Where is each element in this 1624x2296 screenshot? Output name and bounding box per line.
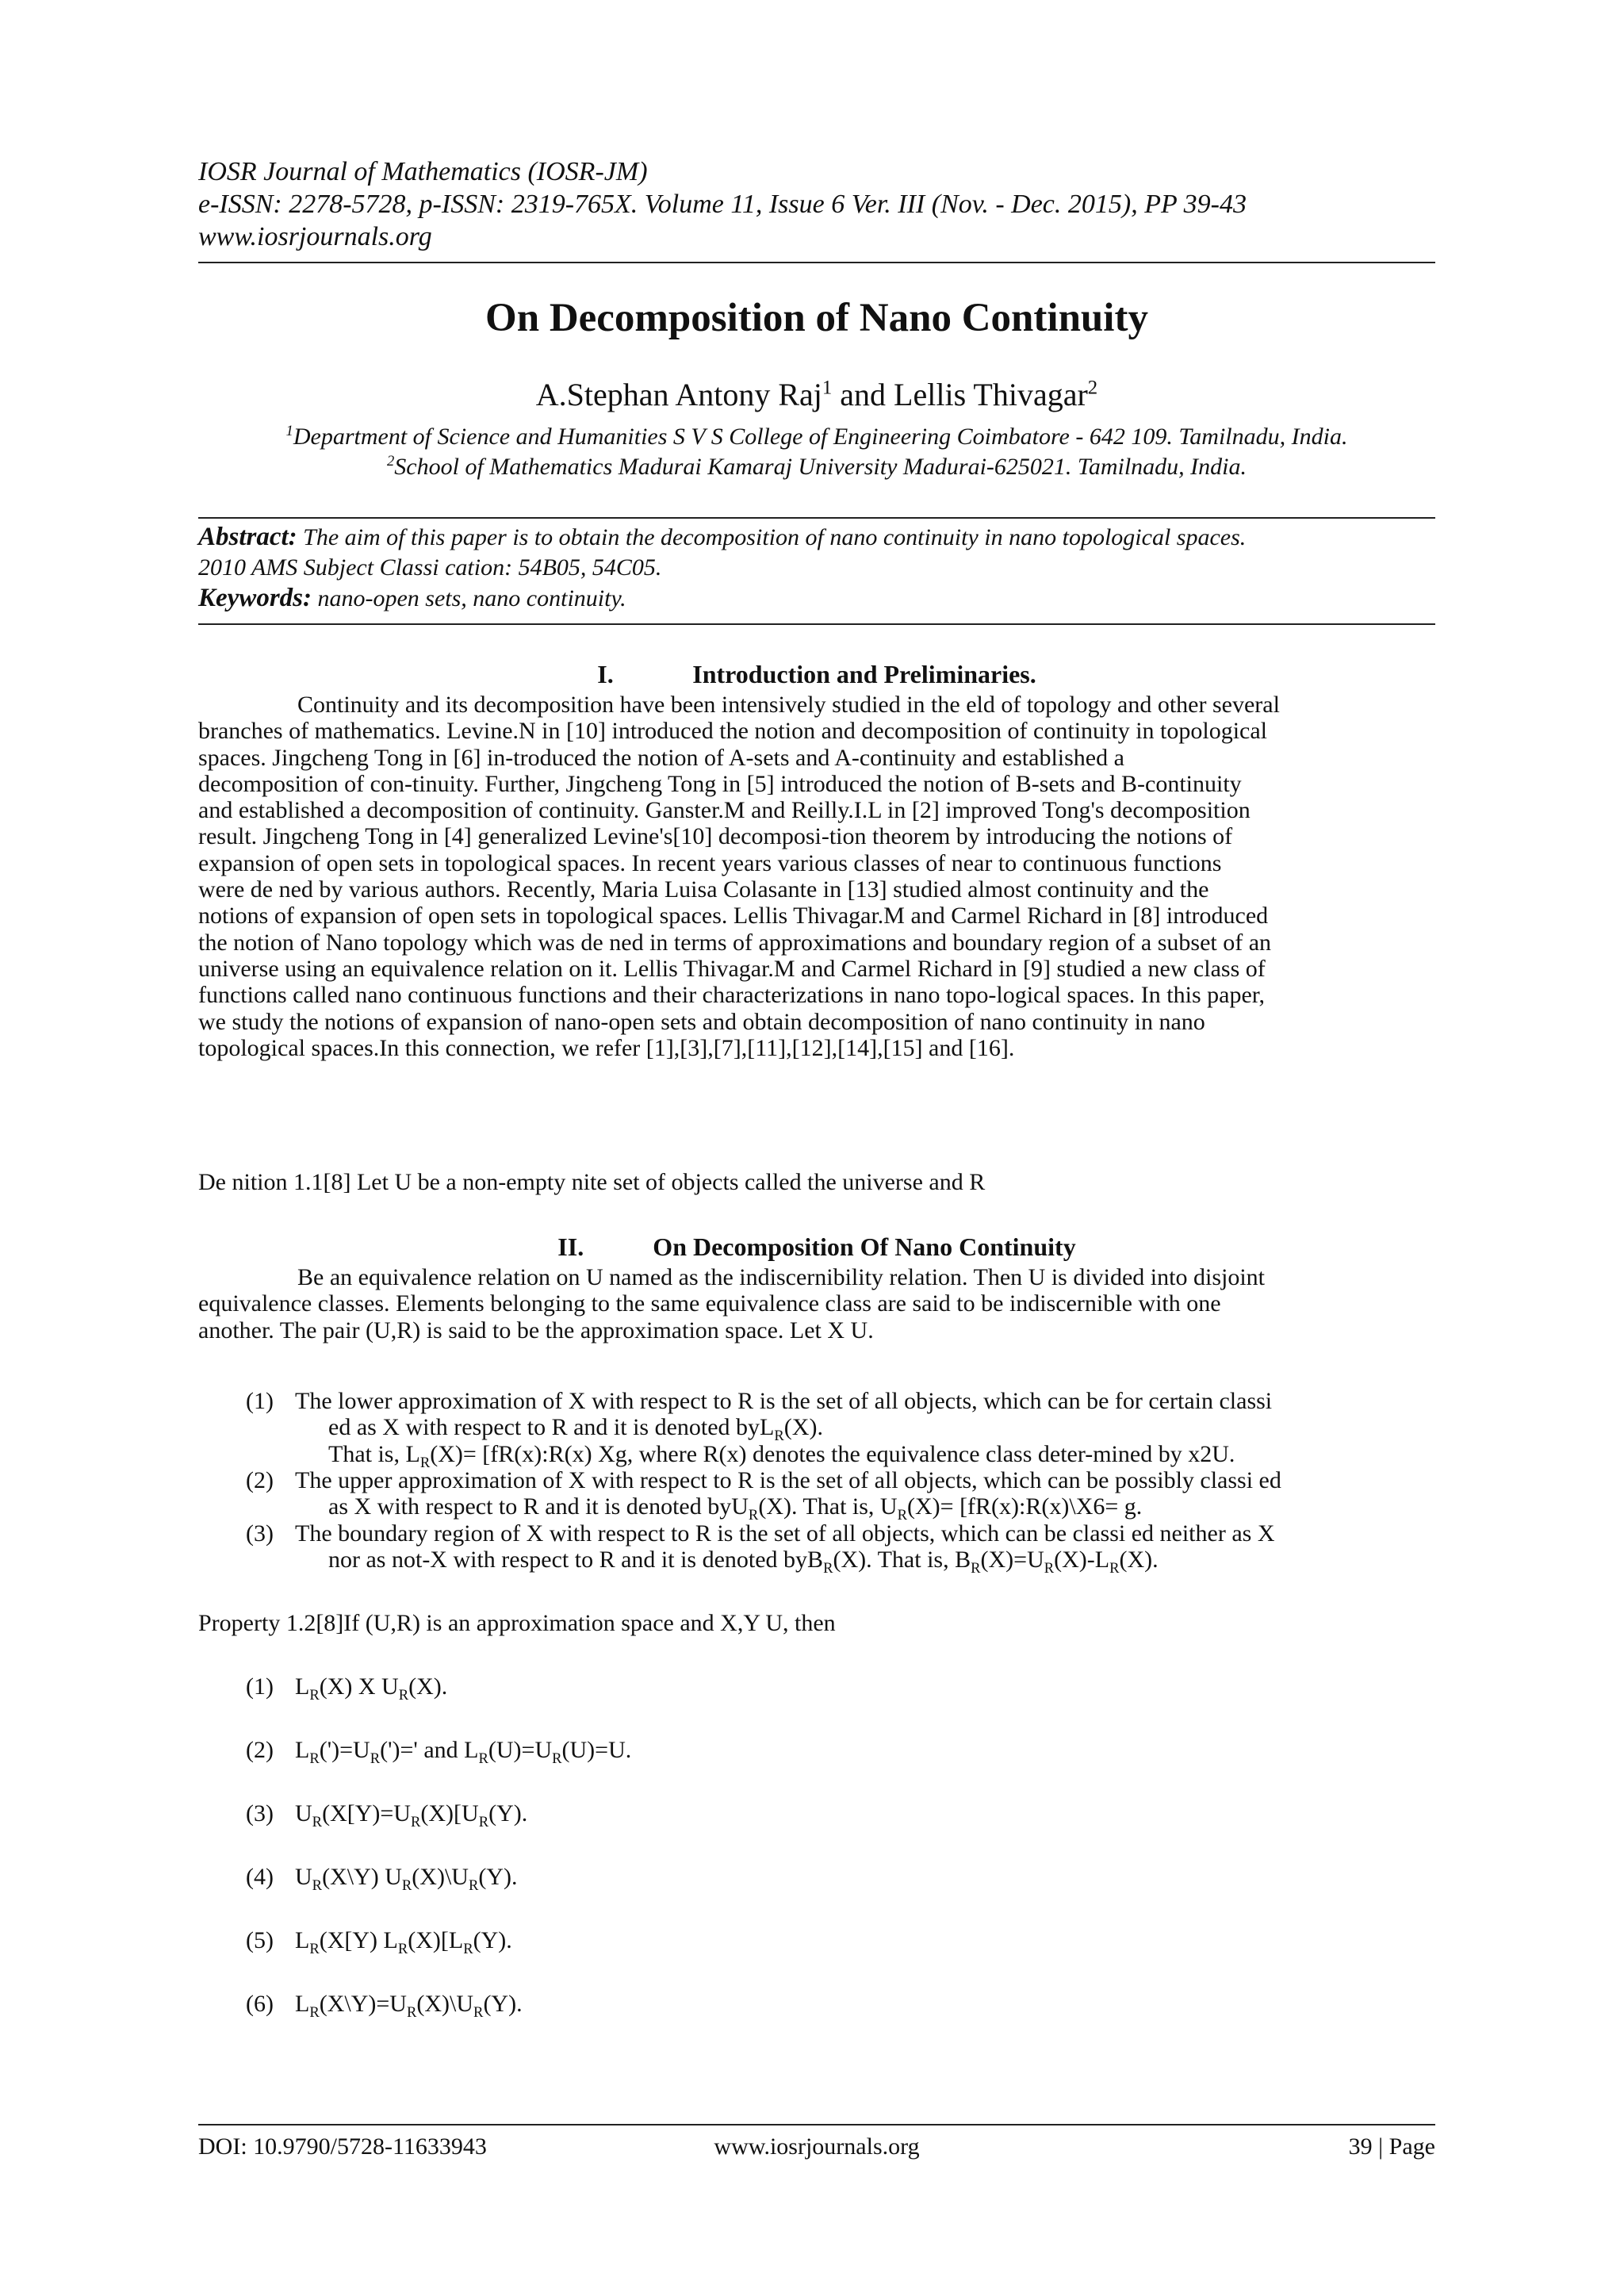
lower-approximation-item: (1) The lower approximation of X with respect to R is the set of all objects, which can be for certain classi ed as X with respect to R and it is denoted byL$_R$(X). That is, $L_R(X)=$ [fR(x):R(x) Xg, where R(x) denotes the equivalence class deter-mined by x2U. [246, 1388, 1273, 1471]
author-1-affiliation-mark: 1 [822, 377, 833, 399]
abstract: Abstract: The aim of this paper is to obtain the decomposition of nano continuity in nano topological spaces. [198, 523, 1247, 551]
affiliation-2: $^2$School of Mathematics Madurai Kamaraj University Madurai-625021. Tamilnadu, India. [387, 453, 1247, 480]
property-item-2: (2) $L_R(')=U_R(')='$ and $L_R(U)=U_R(U)=U$. [246, 1737, 632, 1767]
property-item-3: (3) $U_R(X[Y)=U_R(X)[U_R(Y)$. [246, 1800, 528, 1830]
journal-name: IOSR Journal of Mathematics (IOSR-JM) [198, 157, 648, 186]
affiliation-1: $^1$Department of Science and Humanities S V S College of Engineering Coimbatore - 642 109. Tamilnadu, India. [285, 423, 1348, 450]
footer-page-number: 39 | Page [1348, 2133, 1435, 2160]
section-2-number: II. [557, 1232, 584, 1261]
journal-site: www.iosrjournals.org [198, 222, 432, 251]
footer-doi: DOI: 10.9790/5728-11633943 [198, 2133, 487, 2160]
property-1-2: Property 1.2[8]If (U,R) is an approximation space and X,Y U, then [198, 1610, 836, 1636]
journal-issn: e-ISSN: 2278-5728, p-ISSN: 2319-765X. Volume 11, Issue 6 Ver. III (Nov. - Dec. 2015), PP 39-43 [198, 190, 1247, 219]
property-item-5: (5) $L_R(X[Y)$ $L_R(X)[L_R(Y)$. [246, 1927, 512, 1957]
ams-classification: 2010 AMS Subject Classi cation: 54B05, 54C05. [198, 554, 662, 581]
keywords-label: Keywords: [198, 584, 312, 612]
footer-site: www.iosrjournals.org [714, 2133, 920, 2160]
section-1-number: I. [597, 660, 614, 688]
author-line [198, 376, 1435, 413]
upper-approximation-item: (2) The upper approximation of X with respect to R is the set of all objects, which can be possibly classi ed as X with respect to R and it is denoted byU$_R$(X). That is, $U_R(X)=$ [fR(x):R(x)\X6= g. [246, 1467, 1281, 1524]
paper-title: On Decomposition of Nano Continuity [485, 296, 1148, 340]
paper-page [198, 0, 1435, 2296]
section-2-title: On Decomposition Of Nano Continuity [653, 1232, 1076, 1261]
property-item-1: (1) $L_R(X)$ X $U_R(X)$. [246, 1673, 448, 1704]
property-item-6: (6) $L_R(X\backslash Y)=U_R(X)\backslash U_R(Y)$. [246, 1991, 523, 2021]
journal-header [198, 155, 1435, 253]
boundary-region-item: (3) The boundary region of X with respect to R is the set of all objects, which can be classi ed neither as X nor as not-X with respect to R and it is denoted byB$_R$(X). That is, $B_R(X)=U_R(X)-L_R(X)$. [246, 1520, 1275, 1577]
introduction-paragraph: Continuity and its decomposition have been intensively studied in the eld of topology and other several branches of mathematics. Levine.N in [10] introduced the notion and decomposition of continuity in topological spaces. Jingcheng Tong in [6] in-troduced the notion of A-sets and A-continuity and established a decomposition of con-tinuity. Further, Jingcheng Tong in [5] introduced the notion of B-sets and B-continuity and established a decomposition of continuity. Ganster.M and Reilly.I.L in [2] improved Tong's decomposition result. Jingcheng Tong in [4] generalized Levine's[10] decomposi-tion theorem by introducing the notions of expansion of open sets in topological spaces. In recent years various classes of near to continuous functions were de ned by various authors. Recently, Maria Luisa Colasante in [13] studied almost continuity and the notions of expansion of open sets in topological spaces. Lellis Thivagar.M and Carmel Richard in [8] introduced the notion of Nano topology which was de ned in terms of approximations and boundary region of a subset of an universe using an equivalence relation on it. Lellis Thivagar.M and Carmel Richard in [9] studied a new class of functions called nano continuous functions and their characterizations in nano topo-logical spaces. In this paper, we study the notions of expansion of nano-open sets and obtain decomposition of nano continuity in nano topological spaces.In this connection, we refer [1],[3],[7],[11],[12],[14],[15] and [16]. [198, 692, 1280, 1061]
author-2-affiliation-mark: 2 [1087, 377, 1098, 399]
author-1: A.Stephan Antony Raj [535, 377, 822, 412]
definition-1-1: De nition 1.1[8] Let U be a non-empty nite set of objects called the universe and R [198, 1169, 986, 1195]
section-2-paragraph: Be an equivalence relation on U named as the indiscernibility relation. Then U is divided into disjoint equivalence classes. Elements belonging to the same equivalence class are said to be indiscernible with one another. The pair (U,R) is said to be the approximation space. Let X U. [198, 1264, 1265, 1343]
footer-rule [198, 2124, 1435, 2125]
header-rule [198, 262, 1435, 263]
section-1-title: Introduction and Preliminaries. [692, 660, 1036, 688]
section-1-heading [198, 660, 1435, 689]
section-2-heading [198, 1232, 1435, 1262]
abstract-bottom-rule [198, 623, 1435, 625]
abstract-label: Abstract: [198, 523, 297, 551]
keywords: Keywords: nano-open sets, nano continuity. [198, 584, 626, 612]
abstract-top-rule [198, 517, 1435, 519]
author-2: and Lellis Thivagar [832, 377, 1088, 412]
property-item-4: (4) $U_R(X\backslash Y)$ $U_R(X)\backslash U_R(Y)$. [246, 1864, 518, 1894]
abstract-block [198, 522, 1435, 614]
